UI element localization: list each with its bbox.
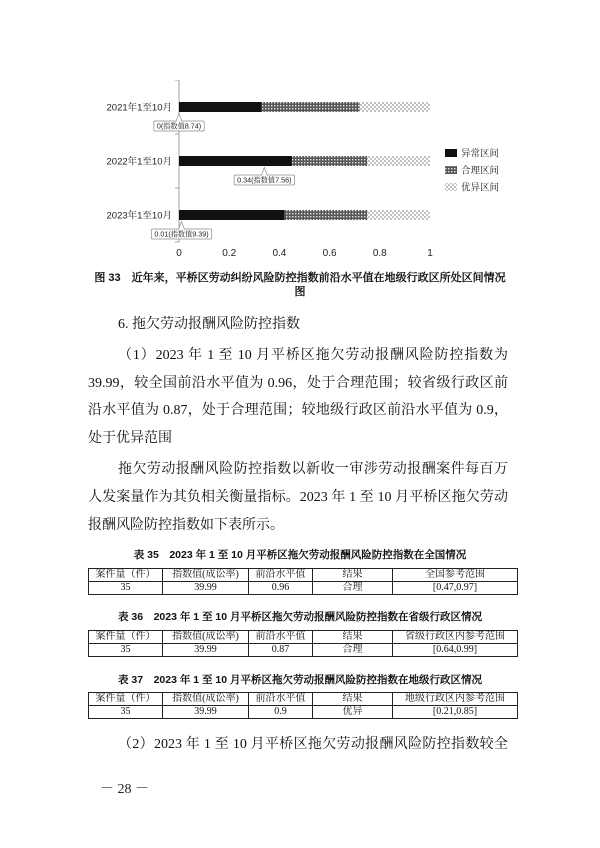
bar-segment <box>262 102 360 112</box>
table-header-cell: 案件量（件） <box>89 569 163 582</box>
stacked-bar-chart <box>0 80 600 270</box>
legend-swatch <box>445 166 457 174</box>
table-row <box>89 706 518 719</box>
figure-caption-continued: 图 <box>294 286 306 298</box>
table-cell: 39.99 <box>163 706 249 719</box>
table-cell: 合理 <box>313 644 393 657</box>
legend-item <box>445 147 499 159</box>
annotation-pointer <box>261 168 267 176</box>
table-header-cell: 省级行政区内参考范围 <box>393 631 518 644</box>
paragraph-line: 人发案量作为其负相关衡量指标。2023 年 1 至 10 月平桥区拖欠劳动 <box>88 490 508 505</box>
bar-segment <box>292 156 367 166</box>
table-header-cell: 指数值(成讼率) <box>163 631 249 644</box>
table-header-cell: 案件量（件） <box>89 631 163 644</box>
table-cell: 优异 <box>313 706 393 719</box>
annotation-pointer <box>176 114 182 122</box>
x-tick-label: 0.6 <box>322 248 337 259</box>
bar-segment <box>284 210 367 220</box>
legend-label: 优异区间 <box>461 182 500 194</box>
data-table <box>88 630 518 657</box>
table-row <box>89 582 518 595</box>
bar-segment <box>179 156 292 166</box>
annotation-label: 0.34(指数值7.56) <box>237 175 292 185</box>
bar-segment <box>179 102 262 112</box>
legend-swatch <box>445 183 457 191</box>
annotation-callout <box>234 168 294 186</box>
section-heading: 6. 拖欠劳动报酬风险防控指数 <box>118 317 300 332</box>
paragraph-line: （2）2023 年 1 至 10 月平桥区拖欠劳动报酬风险防控指数较全 <box>118 737 508 752</box>
table-cell: 35 <box>89 706 163 719</box>
table-header-cell: 案件量（件） <box>89 693 163 706</box>
table-header-row <box>89 569 518 582</box>
chart-plot <box>107 80 500 259</box>
paragraph-line: 处于优异范围 <box>88 431 172 446</box>
annotation-label: 0.01(指数值9.39) <box>154 229 209 239</box>
table-header-cell: 前沿水平值 <box>249 631 313 644</box>
annotation-label: 0(指数值8.74) <box>156 121 202 131</box>
bar-segment <box>179 210 284 220</box>
legend-item <box>445 181 499 193</box>
legend-label: 异常区间 <box>461 148 500 160</box>
table-cell: 0.9 <box>249 706 313 719</box>
table-header-cell: 结果 <box>313 631 393 644</box>
table-header-row <box>89 693 518 706</box>
table-cell: 39.99 <box>163 582 249 595</box>
table-cell: 合理 <box>313 582 393 595</box>
table-header-cell: 全国参考范围 <box>393 569 518 582</box>
x-tick-label: 0.4 <box>272 248 287 259</box>
x-tick-label: 0.2 <box>222 248 237 259</box>
annotation-pointer <box>179 222 185 230</box>
category-label: 2021年1至10月 <box>106 102 172 114</box>
table-header-cell: 结果 <box>313 569 393 582</box>
paragraph-line: 报酬风险防控指数如下表所示。 <box>88 518 284 533</box>
table-header-cell: 前沿水平值 <box>249 569 313 582</box>
table-cell: [0.47,0.97] <box>393 582 518 595</box>
table-caption: 表 36 2023 年 1 至 10 月平桥区拖欠劳动报酬风险防控指数在省级行政区情况 <box>117 611 483 623</box>
table-cell: [0.64,0.99] <box>393 644 518 657</box>
table-cell: 39.99 <box>163 644 249 657</box>
x-tick-label: 0.8 <box>372 248 387 259</box>
bar-segment <box>367 156 430 166</box>
table-header-row <box>89 631 518 644</box>
category-label: 2022年1至10月 <box>106 156 172 168</box>
bar-segment <box>360 102 430 112</box>
legend-item <box>445 164 499 176</box>
data-table <box>88 692 518 719</box>
bar-segment <box>367 210 430 220</box>
legend-label: 合理区间 <box>461 165 500 177</box>
page-number: － 28 － <box>100 782 149 797</box>
x-tick-label: 0 <box>176 248 182 259</box>
annotation-callout <box>154 114 204 132</box>
table-header-cell: 结果 <box>313 693 393 706</box>
table-cell: 0.96 <box>249 582 313 595</box>
table-caption: 表 37 2023 年 1 至 10 月平桥区拖欠劳动报酬风险防控指数在地级行政区情况 <box>117 674 483 686</box>
table-caption: 表 35 2023 年 1 至 10 月平桥区拖欠劳动报酬风险防控指数在全国情况 <box>133 549 467 561</box>
legend-swatch <box>445 149 457 157</box>
table-cell: [0.21,0.85] <box>393 706 518 719</box>
table-cell: 35 <box>89 582 163 595</box>
figure-caption: 图 33 近年来，平桥区劳动纠纷风险防控指数前沿水平值在地级行政区所处区间情况 <box>94 272 506 284</box>
category-label: 2023年1至10月 <box>106 210 172 222</box>
table-header-cell: 前沿水平值 <box>249 693 313 706</box>
data-table <box>88 568 518 595</box>
table-row <box>89 644 518 657</box>
paragraph-line: 拖欠劳动报酬风险防控指数以新收一审涉劳动报酬案件每百万 <box>118 462 508 477</box>
paragraph-line: 沿水平值为 0.87，处于合理范围；较地级行政区前沿水平值为 0.9， <box>88 403 508 418</box>
paragraph-line: （1）2023 年 1 至 10 月平桥区拖欠劳动报酬风险防控指数为 <box>118 348 508 363</box>
table-cell: 0.87 <box>249 644 313 657</box>
table-header-cell: 指数值(成讼率) <box>163 693 249 706</box>
table-cell: 35 <box>89 644 163 657</box>
annotation-callout <box>151 222 211 240</box>
x-tick-label: 1 <box>427 248 433 259</box>
table-header-cell: 地级行政区内参考范围 <box>393 693 518 706</box>
paragraph-line: 39.99，较全国前沿水平值为 0.96，处于合理范围；较省级行政区前 <box>88 376 508 391</box>
table-header-cell: 指数值(成讼率) <box>163 569 249 582</box>
